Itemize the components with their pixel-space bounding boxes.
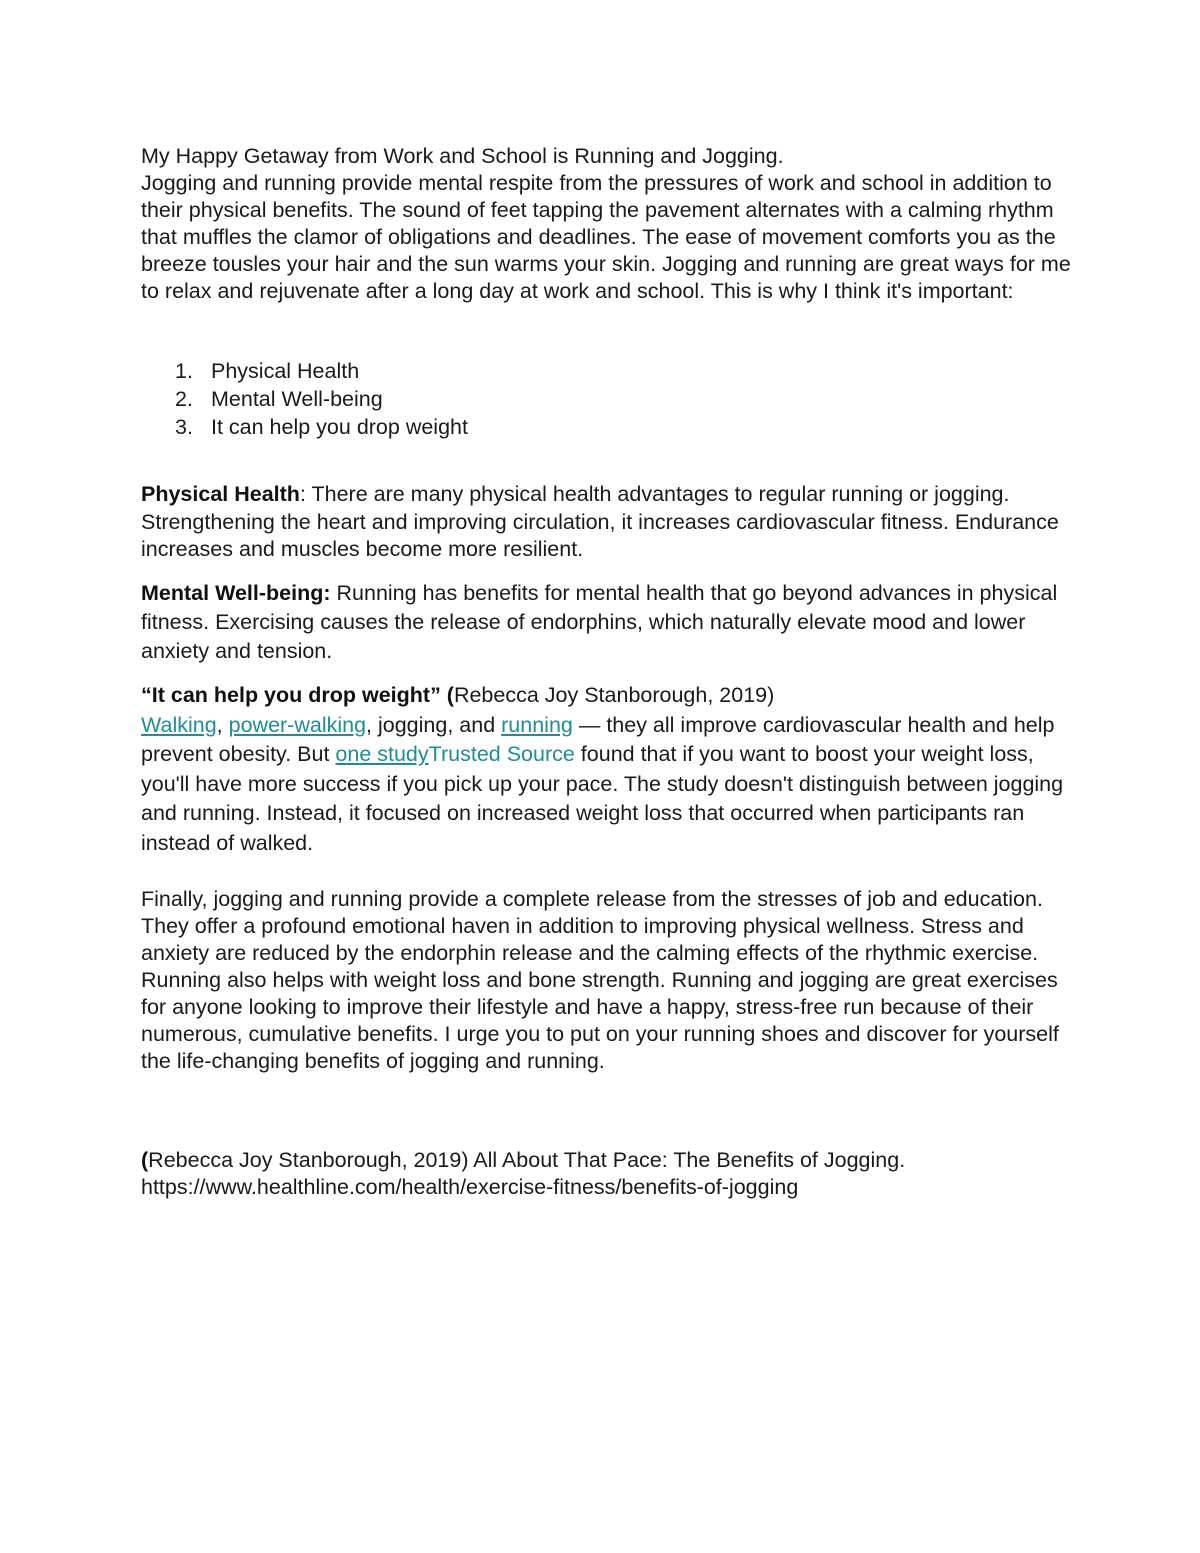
weight-text: found that if you want to boost your weight loss, you'll have more success if you pick up your pace. The study doesn't distinguish between jogging and running. Instead, it focused on increased weight loss that occurred when participants ran instead of walked.: [141, 742, 1064, 855]
list-number: 2.: [175, 387, 193, 411]
weight-paragraph: [141, 711, 1071, 859]
intro-paragraph: Jogging and running provide mental respite from the pressures of work and school in addition to their physical benefits. The sound of feet tapping the pavement alternates with a calming rhythm that muffles the clamor of obligations and deadlines. The ease of movement comforts you as the breeze tousles your hair and the sun warms your skin. Jogging and running are great ways for me to relax and rejuvenate after a long day at work and school. This is why I think it's important:: [141, 171, 1071, 303]
power-walking-link[interactable]: power-walking: [228, 712, 367, 737]
weight-text: — they all improve cardiovascular health and help prevent obesity. But: [141, 712, 1055, 766]
physical-health-section: [141, 481, 1071, 564]
mental-wellbeing-section: [141, 579, 1071, 666]
trusted-source-label[interactable]: Trusted Source: [428, 742, 575, 766]
mental-wellbeing-body: Running has benefits for mental health that go beyond advances in physical fitness. Exercising causes the release of endorphins, which naturally elevate mood and lower anxiety and tension.: [141, 581, 1058, 663]
weight-text: , jogging, and: [366, 712, 502, 737]
list-item-text: It can help you drop weight: [211, 415, 468, 439]
reference-text: Rebecca Joy Stanborough, 2019) All About That Pace: The Benefits of Jogging.: [148, 1148, 906, 1172]
weight-heading: “It can help you drop weight” (: [141, 683, 454, 707]
list-item: [141, 385, 468, 413]
weight-citation: Rebecca Joy Stanborough, 2019): [453, 683, 775, 707]
one-study-link[interactable]: one study: [335, 742, 429, 766]
reasons-list: [141, 357, 468, 441]
mental-wellbeing-heading: Mental Well-being:: [141, 581, 331, 605]
walking-link[interactable]: Walking: [141, 712, 217, 737]
conclusion-paragraph: Finally, jogging and running provide a complete release from the stresses of job and education. They offer a profound emotional haven in addition to improving physical wellness. Stress and anxiety are reduced by the endorphin release and the calming effects of the rhythmic exercise. Running also helps with weight loss and bone strength. Running and jogging are great exercises for anyone looking to improve their lifestyle and have a happy, stress-free run because of their numerous, cumulative benefits. I urge you to put on your running shoes and discover for yourself the life-changing benefits of jogging and running.: [141, 887, 1059, 1073]
list-item: [141, 357, 468, 385]
weight-sep: ,: [216, 712, 229, 737]
list-item: [141, 413, 468, 441]
list-number: 1.: [175, 359, 193, 383]
list-item-text: Mental Well-being: [211, 387, 383, 411]
conclusion-section: [141, 886, 1071, 1075]
list-item-text: Physical Health: [211, 359, 360, 383]
reference-line: [141, 1147, 1071, 1174]
intro-section: [141, 143, 1071, 305]
document-title: My Happy Getaway from Work and School is Running and Jogging.: [141, 144, 784, 168]
reference-section: [141, 1147, 1071, 1201]
physical-health-body: : There are many physical health advantages to regular running or jogging. Strengthening the heart and improving circulation, it increases cardiovascular fitness. Endurance increases and muscles become more resilient.: [141, 482, 1059, 561]
reference-paren: (: [141, 1148, 149, 1172]
list-number: 3.: [175, 415, 193, 439]
mental-wellbeing-paragraph: [141, 579, 1071, 666]
physical-health-heading: Physical Health: [141, 482, 300, 506]
running-link[interactable]: running: [501, 712, 573, 737]
weight-section: [141, 681, 1071, 858]
weight-heading-line: [141, 681, 1071, 711]
physical-health-paragraph: [141, 481, 1071, 564]
reference-url: https://www.healthline.com/health/exercise-fitness/benefits-of-jogging: [141, 1175, 799, 1199]
